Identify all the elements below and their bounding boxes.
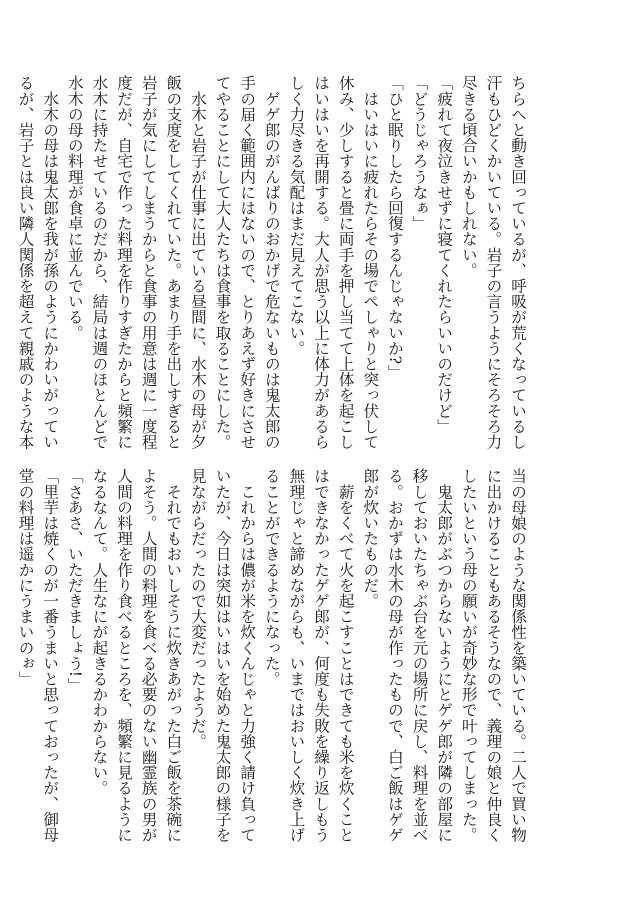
text-line: 尽きる頃合いかもしれない。 bbox=[459, 75, 478, 278]
text-line: てやることにして大人たちは食事を取ることにした。 bbox=[213, 75, 232, 450]
text-line: 水木と岩子が仕事に出ている昼間に、水木の母が夕 bbox=[188, 75, 207, 450]
text-line: これからは儂が米を炊くんじゃと力強く請け負って bbox=[238, 468, 257, 843]
text-line: 薪をくべて火を起こすことはできても米を炊くこと bbox=[336, 468, 355, 843]
text-line: 移しておいたちゃぶ台を元の場所に戻し、料理を並べ bbox=[410, 468, 429, 843]
text-line: はいはいに疲れたらその場でぺしゃりと突っ伏して bbox=[361, 75, 380, 450]
text-line: 「疲れて夜泣きせずに寝てくれたらいいのだけど」 bbox=[435, 75, 454, 434]
text-line: なるなんて。人生なにが起きるかわからない。 bbox=[90, 468, 109, 796]
text-line: よそう。人間の料理を食べる必要のない幽霊族の男が bbox=[139, 468, 158, 843]
text-line: はいはいを再開する。大人が思う以上に体力があるら bbox=[312, 75, 330, 450]
text-line: 無理じゃと諦めながらも、いまではおいしく炊き上げ bbox=[287, 468, 306, 843]
text-line: 「さあさ、いただきましょう!」 bbox=[65, 468, 84, 693]
text-line: いたが、今日は突如はいはいを始めた鬼太郎の様子を bbox=[213, 468, 232, 843]
text-line: 鬼太郎がぶつからないようにとゲゲ郎が隣の部屋に bbox=[435, 468, 454, 843]
text-line: に出かけることもあるそうなので、義理の娘と仲良く bbox=[484, 468, 503, 843]
text-line: 当の母娘のような関係性を築いている。二人で買い物 bbox=[509, 468, 527, 843]
text-line: 岩子が気にしてしまうからと食事の用意は週に一度程 bbox=[139, 75, 158, 450]
text-line: 汗もひどくかいている。岩子の言うようにそろそろ力 bbox=[484, 75, 503, 450]
text-line: 「里芋は焼くのが一番うまいと思っておったが、御母 bbox=[41, 468, 60, 843]
text-line: したいという母の願いが奇妙な形で叶ってしまった。 bbox=[459, 468, 478, 843]
text-line: 手の届く範囲内にはないので、とりあえず好きにさせ bbox=[238, 75, 257, 450]
text-line: 水木に持たせているのだから、結局は週のほとんどで bbox=[90, 75, 109, 450]
text-line: る。おかずは水木の母が作ったもので、白ご飯はゲゲ bbox=[385, 468, 404, 843]
text-line: 水木の母の料理が食卓に並んでいる。 bbox=[65, 75, 84, 341]
text-line: ゲゲ郎のがんばりのおかげで危ないものは鬼太郎の bbox=[262, 75, 281, 450]
text-line: ちらへと動き回っているが、呼吸が荒くなっているし bbox=[509, 75, 527, 450]
text-line: 飯の支度をしてくれていた。あまり手を出しすぎると bbox=[164, 75, 183, 450]
text-line: 休み、少しすると畳に両手を押し当てて上体を起こし bbox=[336, 75, 355, 450]
text-line: ることができるようになった。 bbox=[262, 468, 281, 687]
text-line: はできなかったゲゲ郎が、何度も失敗を繰り返しもう bbox=[312, 468, 330, 843]
text-line: それでもおいしそうに炊きあがった白ご飯を茶碗に bbox=[164, 468, 183, 843]
text-line: 度だが、自宅で作った料理を作りすぎたからと頻繁に bbox=[115, 75, 133, 450]
text-line: 見ながらだったので大変だったようだ。 bbox=[188, 468, 207, 749]
text-line: 水木の母は鬼太郎を我が孫のようにかわいがってい bbox=[41, 75, 60, 450]
text-line: 「ひと眠りしたら回復するんじゃないか?」 bbox=[385, 75, 404, 380]
text-line: 人間の料理を作り食べるところを、頻繁に見るように bbox=[115, 468, 133, 843]
text-line: 「どうじゃろうなぁ」 bbox=[410, 75, 429, 231]
text-line: 郎が炊いたものだ。 bbox=[361, 468, 380, 609]
text-line: るが、岩子とは良い隣人関係を超えて親戚のような本 bbox=[16, 75, 35, 450]
upper-text-block bbox=[16, 75, 530, 450]
text-line: しく力尽きる気配はまだ見えてこない。 bbox=[287, 75, 306, 356]
text-line: 堂の料理は遥かにうまいのぉ」 bbox=[16, 468, 35, 687]
lower-text-block bbox=[16, 468, 530, 843]
